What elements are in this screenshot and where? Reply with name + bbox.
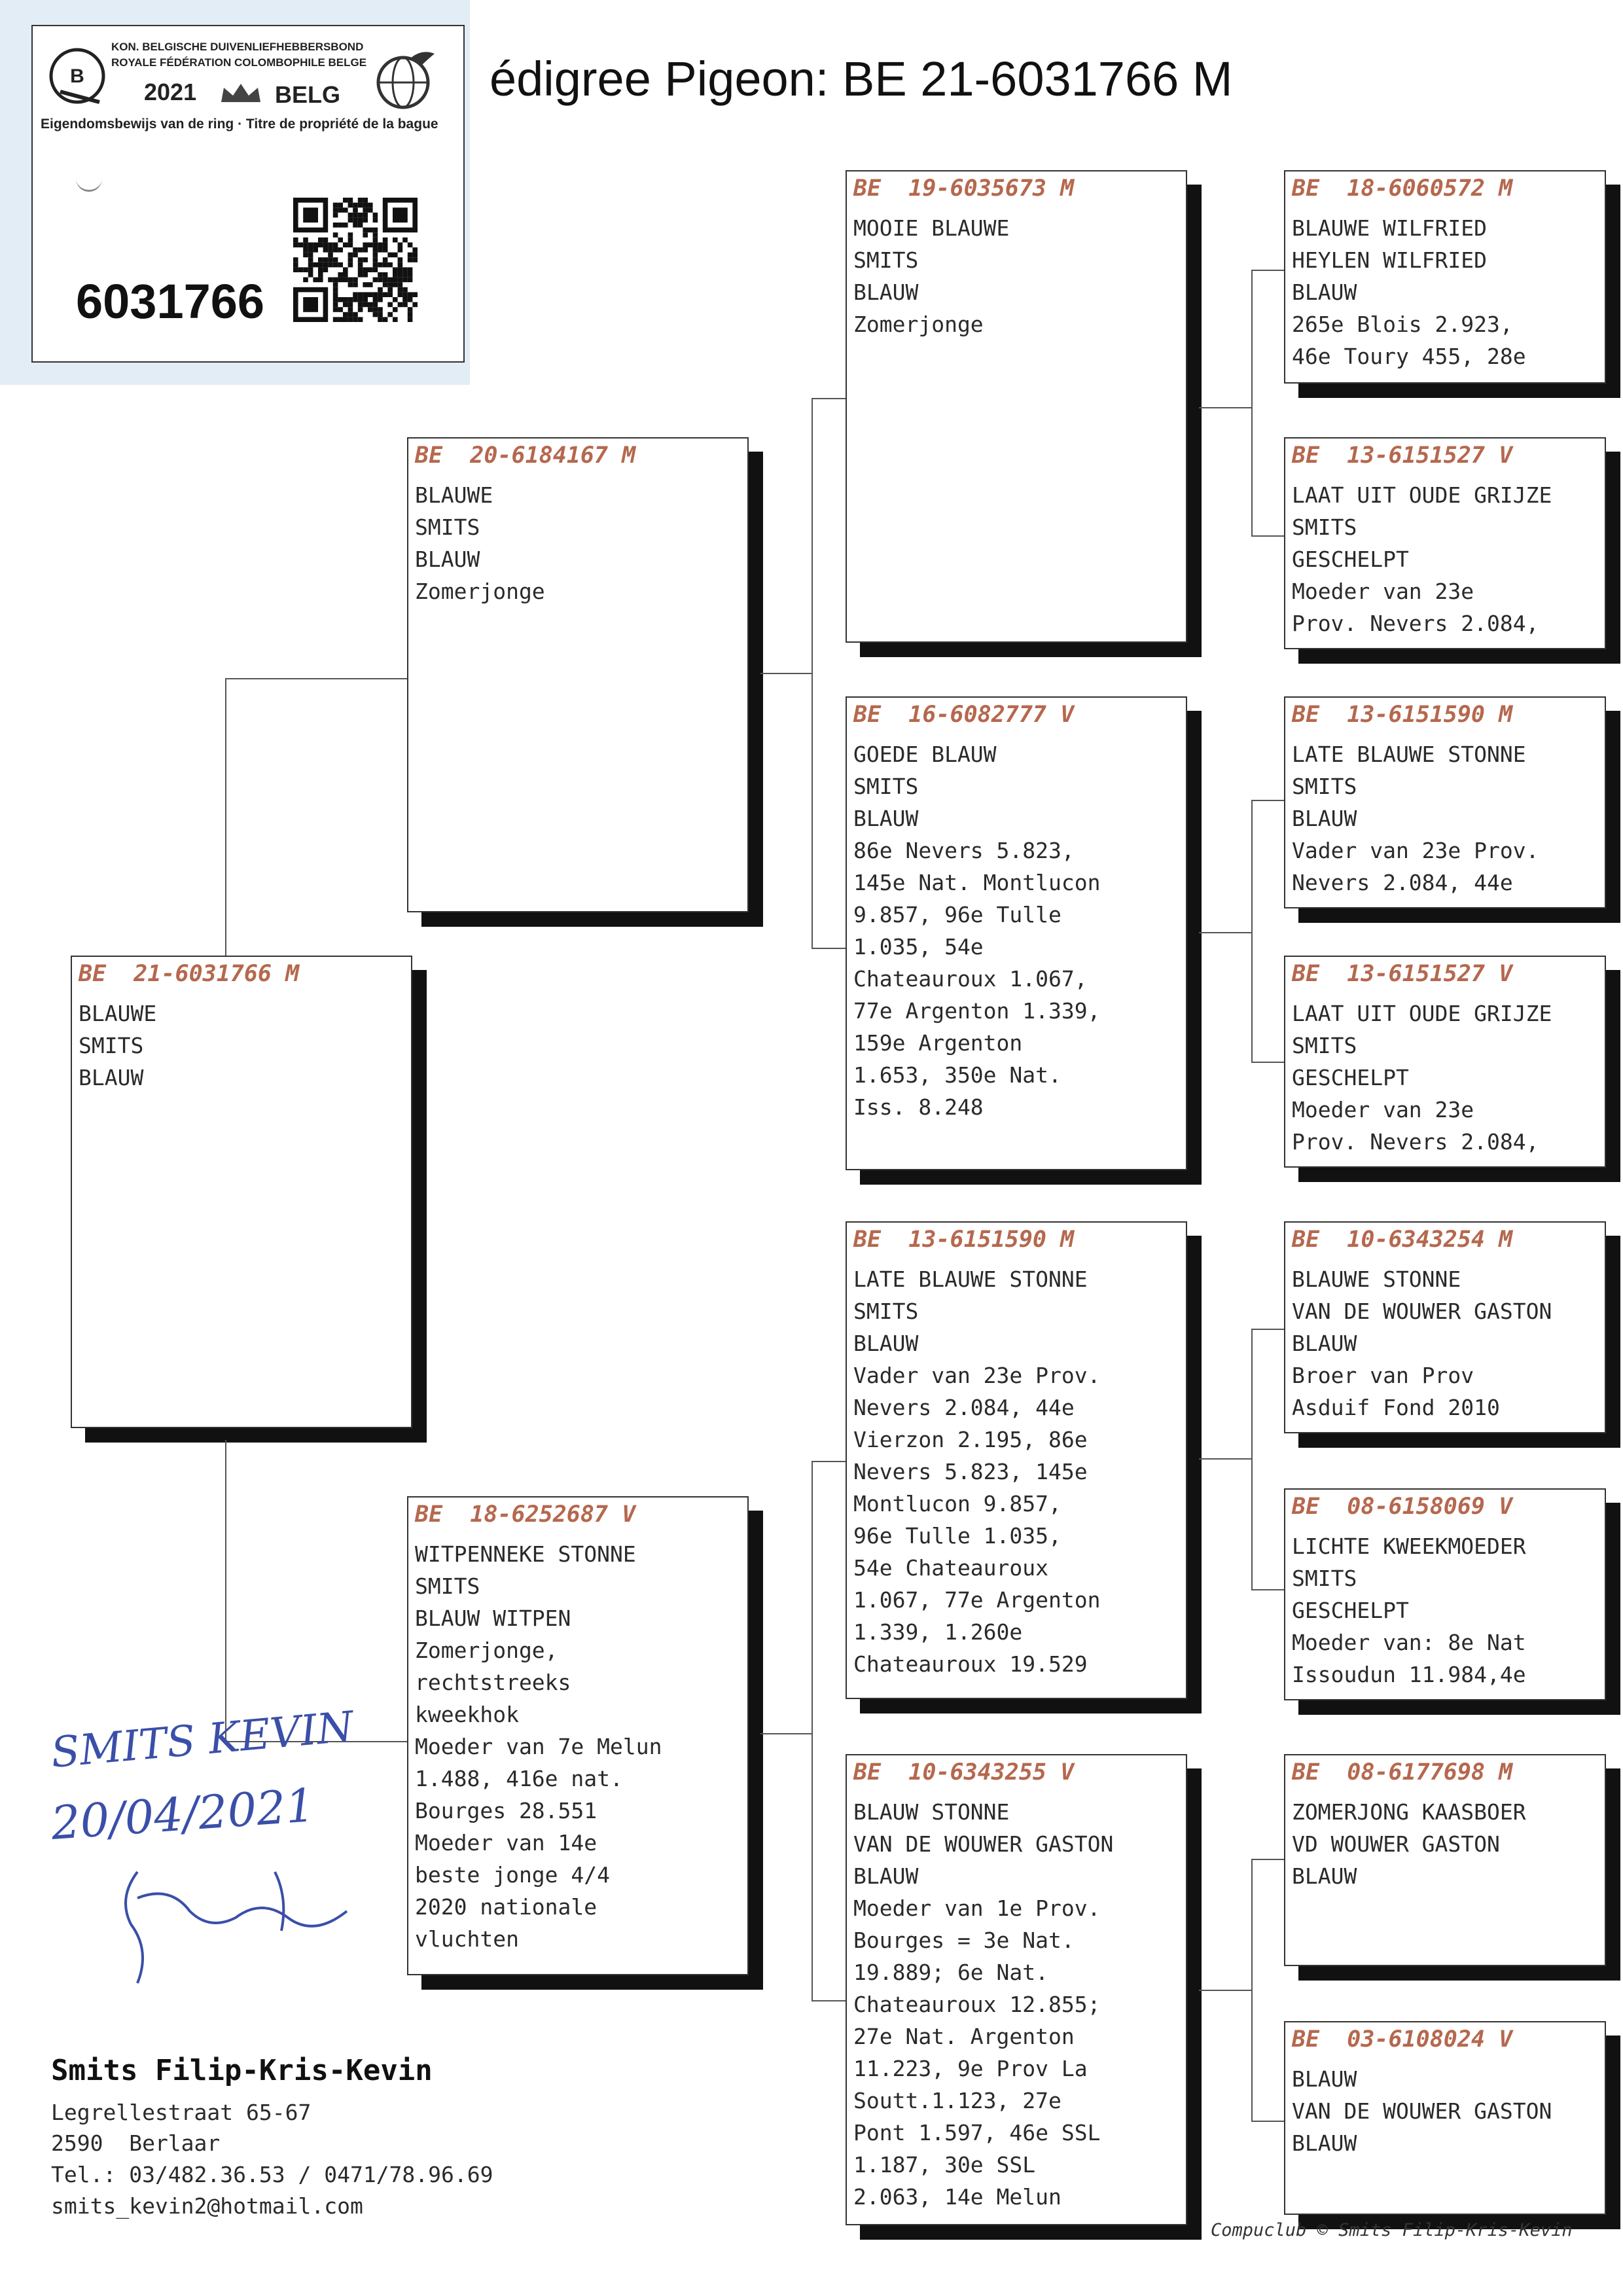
detail-line: BLAUW	[1292, 2130, 1357, 2156]
sd-dam-box	[1284, 956, 1606, 1168]
ds-sire-details	[1292, 1263, 1602, 1424]
page-title: édigree Pigeon: BE 21-6031766 M	[490, 52, 1233, 106]
connector-line	[812, 398, 813, 949]
detail-line: 1.339, 1.260e	[853, 1619, 1023, 1645]
dam-dam-ring-id: BE 10-6343255 V	[853, 1759, 1075, 1785]
detail-line: 19.889; 6e Nat.	[853, 1960, 1049, 1985]
connector-line	[812, 948, 846, 949]
detail-line: BLAUW	[1292, 279, 1357, 305]
connector-line	[1251, 1329, 1284, 1330]
connector-line	[1251, 270, 1284, 271]
sire-dam-details	[853, 738, 1183, 1123]
connector-line	[225, 1440, 226, 1741]
detail-line: LICHTE KWEEKMOEDER	[1292, 1534, 1526, 1559]
dd-dam-details	[1292, 2063, 1602, 2159]
detail-line: WITPENNEKE STONNE	[415, 1541, 636, 1567]
dd-sire-box	[1284, 1754, 1606, 1966]
detail-line: Chateauroux 12.855;	[853, 1992, 1101, 2017]
ring-number: 6031766	[76, 274, 265, 329]
detail-line: Vader van 23e Prov.	[853, 1363, 1101, 1388]
detail-line: LATE BLAUWE STONNE	[1292, 742, 1526, 767]
sire-dam-box	[846, 696, 1187, 1170]
detail-line: Bourges 28.551	[415, 1798, 597, 1823]
detail-line: BLAUWE	[415, 482, 493, 508]
sire-sire-box	[846, 170, 1187, 643]
connector-line	[812, 398, 846, 399]
detail-line: 11.223, 9e Prov La	[853, 2056, 1088, 2081]
connector-line	[812, 1461, 846, 1462]
dam-dam-details	[853, 1796, 1183, 2213]
detail-line: SMITS	[79, 1033, 144, 1058]
sire-details	[415, 479, 745, 607]
detail-line: SMITS	[853, 774, 919, 799]
detail-line: rechtstreeks	[415, 1670, 571, 1695]
connector-line	[1199, 932, 1253, 933]
ds-dam-box	[1284, 1488, 1606, 1700]
dam-dam-box	[846, 1754, 1187, 2225]
sire-ring-id: BE 20-6184167 M	[415, 442, 636, 469]
owner-city: 2590 Berlaar	[51, 2130, 221, 2156]
detail-line: BLAUW	[853, 806, 919, 831]
connector-line	[812, 2000, 846, 2001]
signature-scribble	[126, 1872, 347, 1983]
detail-line: Chateauroux 19.529	[853, 1651, 1088, 1677]
detail-line: BLAUW	[1292, 1863, 1357, 1889]
detail-line: GESCHELPT	[1292, 547, 1409, 572]
ring-ownership-text: Eigendomsbewijs van de ring · Titre de propriété de la bague	[41, 117, 438, 132]
detail-line: Moeder van 23e	[1292, 1097, 1474, 1122]
sd-sire-details	[1292, 738, 1602, 899]
detail-line: Nevers 5.823, 145e	[853, 1459, 1088, 1484]
handwritten-date: 20/04/2021	[49, 1778, 317, 1850]
detail-line: Moeder van 23e	[1292, 579, 1474, 604]
sire-dam-ring-id: BE 16-6082777 V	[853, 702, 1075, 728]
qr-code-icon	[293, 198, 418, 322]
detail-line: Soutt.1.123, 27e	[853, 2088, 1061, 2113]
detail-line: BLAUW	[853, 1863, 919, 1889]
detail-line: MOOIE BLAUWE	[853, 215, 1010, 241]
detail-line: BLAUWE WILFRIED	[1292, 215, 1488, 241]
dam-sire-ring-id: BE 13-6151590 M	[853, 1227, 1075, 1253]
detail-line: Moeder van: 8e Nat	[1292, 1630, 1526, 1655]
connector-line	[1251, 1589, 1284, 1590]
connector-line	[1251, 270, 1253, 537]
detail-line: Moeder van 1e Prov.	[853, 1895, 1101, 1921]
detail-line: VAN DE WOUWER GASTON	[1292, 2098, 1552, 2124]
detail-line: Asduif Fond 2010	[1292, 1395, 1500, 1420]
detail-line: GESCHELPT	[1292, 1065, 1409, 1090]
sd-sire-box	[1284, 696, 1606, 908]
detail-line: 1.187, 30e SSL	[853, 2152, 1036, 2178]
detail-line: 86e Nevers 5.823,	[853, 838, 1075, 863]
ring-certificate-card	[31, 25, 465, 363]
detail-line: Zomerjonge	[853, 312, 984, 337]
ring-country: BELG	[275, 81, 341, 108]
detail-line: 1.653, 350e Nat.	[853, 1062, 1061, 1088]
detail-line: BLAUW WITPEN	[415, 1605, 571, 1631]
detail-line: 77e Argenton 1.339,	[853, 998, 1101, 1024]
software-credit: Compuclub © Smits Filip-Kris-Kevin	[1211, 2220, 1573, 2240]
dam-sire-box	[846, 1221, 1187, 1699]
detail-line: VAN DE WOUWER GASTON	[1292, 1299, 1552, 1324]
detail-line: SMITS	[415, 1573, 480, 1599]
connector-line	[225, 678, 407, 679]
connector-line	[1251, 800, 1284, 801]
detail-line: BLAUWE	[79, 1001, 157, 1026]
connector-line	[1251, 1329, 1253, 1590]
detail-line: vluchten	[415, 1926, 519, 1952]
crown-icon	[217, 80, 264, 106]
detail-line: 2020 nationale	[415, 1894, 597, 1920]
dd-sire-ring-id: BE 08-6177698 M	[1292, 1759, 1513, 1785]
owner-phone: Tel.: 03/482.36.53 / 0471/78.96.69	[51, 2162, 493, 2187]
handwritten-name: SMITS KEVIN	[48, 1702, 356, 1778]
owner-name: Smits Filip-Kris-Kevin	[51, 2054, 433, 2087]
detail-line: Chateauroux 1.067,	[853, 966, 1088, 992]
detail-line: 159e Argenton	[853, 1030, 1023, 1056]
dd-dam-box	[1284, 2021, 1606, 2215]
owner-email: smits_kevin2@hotmail.com	[51, 2193, 363, 2219]
connector-line	[1251, 800, 1253, 1063]
detail-line: BLAUW	[1292, 806, 1357, 831]
dd-dam-ring-id: BE 03-6108024 V	[1292, 2026, 1513, 2053]
detail-line: Pont 1.597, 46e SSL	[853, 2120, 1101, 2145]
sd-dam-ring-id: BE 13-6151527 V	[1292, 961, 1513, 987]
detail-line: 1.035, 54e	[853, 934, 984, 960]
detail-line: 1.488, 416e nat.	[415, 1766, 623, 1791]
subject-ring-id: BE 21-6031766 M	[79, 961, 300, 987]
detail-line: VAN DE WOUWER GASTON	[853, 1831, 1114, 1857]
detail-line: SMITS	[1292, 774, 1357, 799]
connector-line	[1199, 1990, 1253, 1991]
detail-line: Montlucon 9.857,	[853, 1491, 1061, 1516]
ss-sire-details	[1292, 212, 1602, 372]
detail-line: 27e Nat. Argenton	[853, 2024, 1075, 2049]
detail-line: kweekhok	[415, 1702, 519, 1727]
connector-line	[1251, 2121, 1284, 2122]
ss-dam-box	[1284, 437, 1606, 649]
connector-line	[225, 678, 226, 956]
detail-line: Iss. 8.248	[853, 1094, 984, 1120]
detail-line: BLAUW STONNE	[853, 1799, 1010, 1825]
detail-line: Nevers 2.084, 44e	[853, 1395, 1075, 1420]
dam-details	[415, 1538, 745, 1955]
connector-line	[1251, 1062, 1284, 1063]
sire-sire-details	[853, 212, 1183, 340]
ss-sire-box	[1284, 170, 1606, 384]
detail-line: LAAT UIT OUDE GRIJZE	[1292, 482, 1552, 508]
detail-line: 54e Chateauroux	[853, 1555, 1049, 1581]
detail-line: SMITS	[1292, 1033, 1357, 1058]
detail-line: SMITS	[853, 1299, 919, 1324]
connector-line	[812, 1461, 813, 2000]
detail-line: 1.067, 77e Argenton	[853, 1587, 1101, 1613]
detail-line: Nevers 2.084, 44e	[1292, 870, 1513, 895]
detail-line: SMITS	[853, 247, 919, 273]
detail-line: Broer van Prov	[1292, 1363, 1474, 1388]
detail-line: Vierzon 2.195, 86e	[853, 1427, 1088, 1452]
hole-mark	[76, 174, 102, 192]
detail-line: 46e Toury 455, 28e	[1292, 344, 1526, 369]
detail-line: SMITS	[1292, 514, 1357, 540]
dam-ring-id: BE 18-6252687 V	[415, 1501, 636, 1528]
sd-dam-details	[1292, 997, 1602, 1158]
ds-dam-details	[1292, 1530, 1602, 1691]
dam-sire-details	[853, 1263, 1183, 1680]
connector-line	[1251, 1859, 1284, 1860]
detail-line: Bourges = 3e Nat.	[853, 1928, 1075, 1953]
detail-line: Zomerjonge,	[415, 1638, 558, 1663]
detail-line: Zomerjonge	[415, 579, 545, 604]
detail-line: GOEDE BLAUW	[853, 742, 997, 767]
ring-certificate	[0, 0, 470, 385]
subject-details	[79, 997, 408, 1094]
ss-sire-ring-id: BE 18-6060572 M	[1292, 175, 1513, 202]
detail-line: beste jonge 4/4	[415, 1862, 611, 1888]
detail-line: 2.063, 14e Melun	[853, 2184, 1061, 2210]
detail-line: Issoudun 11.984,4e	[1292, 1662, 1526, 1687]
detail-line: BLAUWE STONNE	[1292, 1266, 1461, 1292]
detail-line: GESCHELPT	[1292, 1598, 1409, 1623]
dd-sire-details	[1292, 1796, 1602, 1892]
dam-box	[407, 1496, 749, 1975]
detail-line: 96e Tulle 1.035,	[853, 1523, 1061, 1549]
detail-line: BLAUW	[853, 1331, 919, 1356]
ring-org-line-2: ROYALE FÉDÉRATION COLOMBOPHILE BELGE	[111, 56, 367, 69]
connector-line	[760, 673, 813, 674]
ds-sire-ring-id: BE 10-6343254 M	[1292, 1227, 1513, 1253]
detail-line: Moeder van 14e	[415, 1830, 597, 1856]
detail-line: SMITS	[415, 514, 480, 540]
ds-sire-box	[1284, 1221, 1606, 1433]
detail-line: BLAUW	[1292, 2066, 1357, 2092]
globe-dove-icon	[366, 46, 444, 111]
detail-line: VD WOUWER GASTON	[1292, 1831, 1500, 1857]
ss-dam-details	[1292, 479, 1602, 639]
handwritten-signature	[39, 1702, 406, 2003]
ring-year: 2021	[144, 79, 197, 105]
connector-line	[1251, 1859, 1253, 2122]
connector-line	[1199, 407, 1253, 408]
detail-line: Vader van 23e Prov.	[1292, 838, 1539, 863]
detail-line: 145e Nat. Montlucon	[853, 870, 1101, 895]
detail-line: BLAUW	[853, 279, 919, 305]
detail-line: Moeder van 7e Melun	[415, 1734, 662, 1759]
detail-line: BLAUW	[415, 547, 480, 572]
detail-line: 9.857, 96e Tulle	[853, 902, 1061, 927]
detail-line: SMITS	[1292, 1566, 1357, 1591]
detail-line: 265e Blois 2.923,	[1292, 312, 1513, 337]
fcb-logo-icon	[47, 46, 107, 106]
sire-sire-ring-id: BE 19-6035673 M	[853, 175, 1075, 202]
detail-line: ZOMERJONG KAASBOER	[1292, 1799, 1526, 1825]
subject-pigeon	[71, 956, 412, 1428]
ss-dam-ring-id: BE 13-6151527 V	[1292, 442, 1513, 469]
detail-line: BLAUW	[1292, 1331, 1357, 1356]
connector-line	[760, 1733, 813, 1734]
detail-line: LATE BLAUWE STONNE	[853, 1266, 1088, 1292]
owner-street: Legrellestraat 65-67	[51, 2100, 312, 2125]
detail-line: HEYLEN WILFRIED	[1292, 247, 1488, 273]
detail-line: Prov. Nevers 2.084,	[1292, 611, 1539, 636]
ring-org-line-1: KON. BELGISCHE DUIVENLIEFHEBBERSBOND	[111, 41, 364, 53]
ds-dam-ring-id: BE 08-6158069 V	[1292, 1494, 1513, 1520]
detail-line: BLAUW	[79, 1065, 144, 1090]
detail-line: Prov. Nevers 2.084,	[1292, 1129, 1539, 1155]
connector-line	[1251, 535, 1284, 537]
connector-line	[1199, 1458, 1253, 1460]
detail-line: LAAT UIT OUDE GRIJZE	[1292, 1001, 1552, 1026]
svg-text:B: B	[70, 65, 84, 87]
sd-sire-ring-id: BE 13-6151590 M	[1292, 702, 1513, 728]
sire-box	[407, 437, 749, 912]
